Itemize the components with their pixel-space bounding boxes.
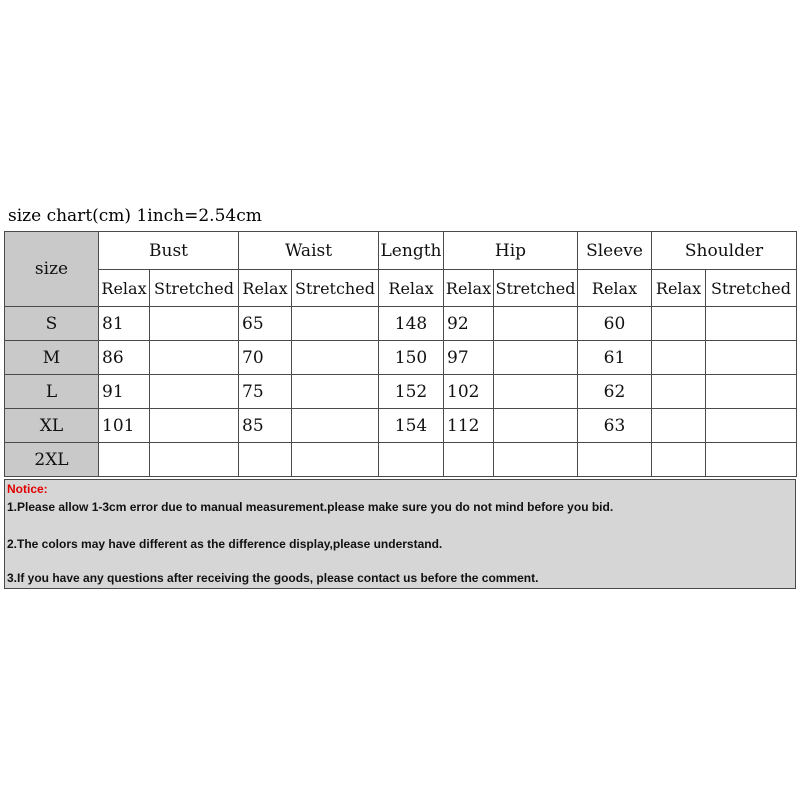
shoulder-stretched-cell xyxy=(706,409,797,443)
hip-stretched-cell xyxy=(494,341,578,375)
header-group-row xyxy=(5,232,797,270)
waist-relax-cell: 85 xyxy=(239,409,292,443)
hip-relax-cell: 102 xyxy=(444,375,494,409)
hip-relax-cell: 97 xyxy=(444,341,494,375)
bust-stretched-cell xyxy=(150,443,239,477)
size-cell: S xyxy=(5,307,99,341)
hip-stretched-cell xyxy=(494,409,578,443)
length-header: Length xyxy=(379,232,444,270)
waist-relax-cell xyxy=(239,443,292,477)
bust-relax-cell: 86 xyxy=(99,341,150,375)
sleeve-relax-cell: 63 xyxy=(578,409,652,443)
bust-header: Bust xyxy=(99,232,239,270)
table-row xyxy=(5,443,797,477)
table-row xyxy=(5,307,797,341)
shoulder-stretched-header: Stretched xyxy=(706,270,797,307)
sleeve-header: Sleeve xyxy=(578,232,652,270)
notice-item-3: 3.If you have any questions after receiving the goods, please contact us before the comment. xyxy=(7,571,539,585)
bust-stretched-cell xyxy=(150,341,239,375)
size-cell: XL xyxy=(5,409,99,443)
notice-item-2: 2.The colors may have different as the difference display,please understand. xyxy=(7,537,443,551)
waist-relax-header: Relax xyxy=(239,270,292,307)
shoulder-stretched-cell xyxy=(706,443,797,477)
shoulder-stretched-cell xyxy=(706,307,797,341)
bust-stretched-cell xyxy=(150,409,239,443)
waist-stretched-cell xyxy=(292,307,379,341)
waist-stretched-cell xyxy=(292,375,379,409)
shoulder-relax-cell xyxy=(652,375,706,409)
notice-item-1: 1.Please allow 1-3cm error due to manual measurement.please make sure you do not mind before you bid. xyxy=(7,500,614,514)
shoulder-header: Shoulder xyxy=(652,232,797,270)
bust-relax-header: Relax xyxy=(99,270,150,307)
length-relax-cell: 152 xyxy=(379,375,444,409)
hip-relax-cell: 112 xyxy=(444,409,494,443)
size-cell: L xyxy=(5,375,99,409)
waist-relax-cell: 70 xyxy=(239,341,292,375)
bust-relax-cell: 101 xyxy=(99,409,150,443)
shoulder-stretched-cell xyxy=(706,341,797,375)
table-row xyxy=(5,375,797,409)
waist-relax-cell: 75 xyxy=(239,375,292,409)
waist-relax-cell: 65 xyxy=(239,307,292,341)
hip-header: Hip xyxy=(444,232,578,270)
hip-stretched-cell xyxy=(494,307,578,341)
shoulder-relax-cell xyxy=(652,409,706,443)
bust-stretched-header: Stretched xyxy=(150,270,239,307)
shoulder-relax-cell xyxy=(652,341,706,375)
hip-stretched-header: Stretched xyxy=(494,270,578,307)
bust-stretched-cell xyxy=(150,307,239,341)
size-column-header: size xyxy=(5,232,99,307)
bust-relax-cell: 91 xyxy=(99,375,150,409)
bust-relax-cell xyxy=(99,443,150,477)
hip-stretched-cell xyxy=(494,443,578,477)
sleeve-relax-header: Relax xyxy=(578,270,652,307)
shoulder-relax-cell xyxy=(652,307,706,341)
table-row xyxy=(5,341,797,375)
bust-relax-cell: 81 xyxy=(99,307,150,341)
header-sub-row xyxy=(5,270,797,307)
waist-stretched-cell xyxy=(292,443,379,477)
shoulder-relax-header: Relax xyxy=(652,270,706,307)
table-row xyxy=(5,409,797,443)
waist-stretched-header: Stretched xyxy=(292,270,379,307)
notice-title: Notice: xyxy=(7,482,48,496)
notice-box xyxy=(4,479,796,589)
sleeve-relax-cell: 61 xyxy=(578,341,652,375)
size-chart-title: size chart(cm) 1inch=2.54cm xyxy=(8,206,262,226)
hip-relax-cell: 92 xyxy=(444,307,494,341)
size-cell: M xyxy=(5,341,99,375)
shoulder-relax-cell xyxy=(652,443,706,477)
waist-stretched-cell xyxy=(292,409,379,443)
hip-relax-header: Relax xyxy=(444,270,494,307)
bust-stretched-cell xyxy=(150,375,239,409)
hip-stretched-cell xyxy=(494,375,578,409)
shoulder-stretched-cell xyxy=(706,375,797,409)
length-relax-cell xyxy=(379,443,444,477)
sleeve-relax-cell: 60 xyxy=(578,307,652,341)
length-relax-cell: 150 xyxy=(379,341,444,375)
sleeve-relax-cell xyxy=(578,443,652,477)
size-table xyxy=(4,231,797,477)
waist-stretched-cell xyxy=(292,341,379,375)
size-cell: 2XL xyxy=(5,443,99,477)
length-relax-cell: 154 xyxy=(379,409,444,443)
sleeve-relax-cell: 62 xyxy=(578,375,652,409)
hip-relax-cell xyxy=(444,443,494,477)
waist-header: Waist xyxy=(239,232,379,270)
length-relax-header: Relax xyxy=(379,270,444,307)
length-relax-cell: 148 xyxy=(379,307,444,341)
